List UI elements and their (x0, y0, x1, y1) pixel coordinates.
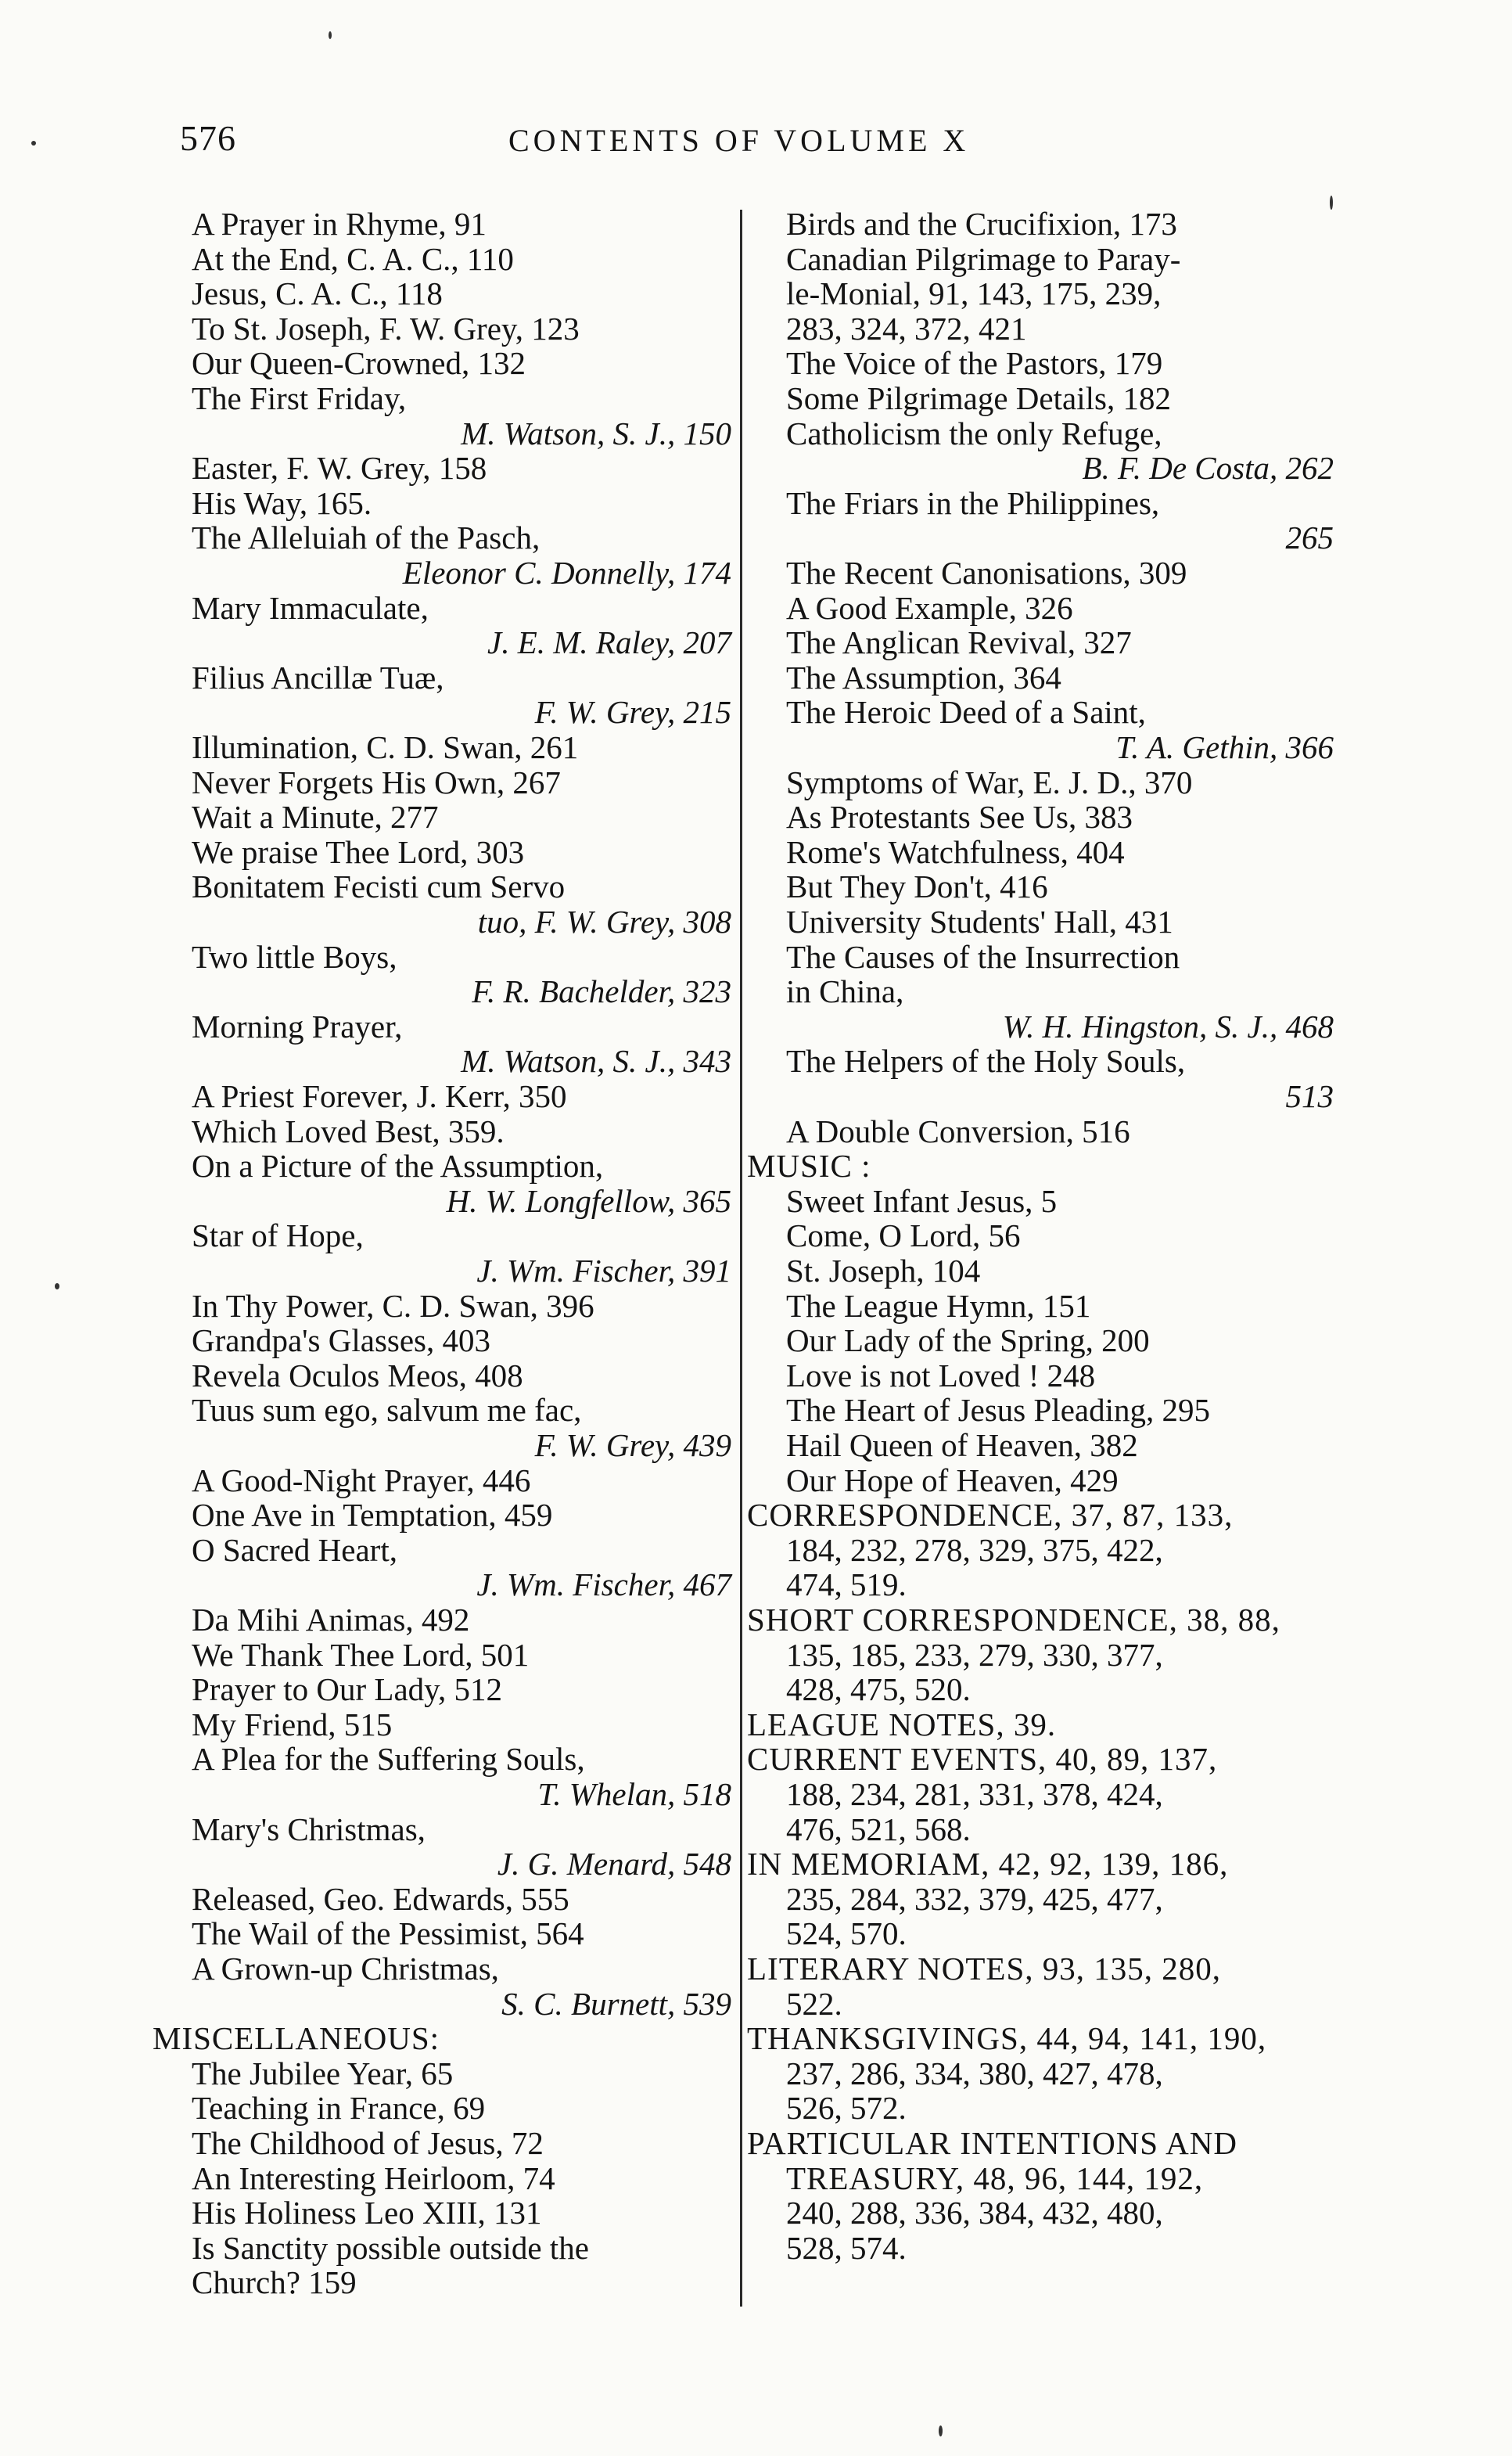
index-entry-text: T. A. Gethin, 366 (1115, 729, 1334, 765)
index-entry-text: LEAGUE NOTES, 39. (747, 1706, 1057, 1742)
index-entry (153, 2021, 739, 2056)
index-entry (153, 1742, 739, 1777)
index-entry (153, 1009, 739, 1045)
contents-left-column (153, 207, 739, 2335)
index-entry (747, 1707, 1341, 1742)
index-entry (747, 556, 1341, 591)
index-entry-text: Prayer to Our Lady, 512 (192, 1671, 502, 1708)
index-entry (747, 2161, 1341, 2196)
index-entry (153, 1916, 739, 1951)
index-entry-text: Teaching in France, 69 (192, 2090, 486, 2127)
index-entry-text: We praise Thee Lord, 303 (192, 833, 525, 870)
index-entry-text: The League Hymn, 151 (786, 1287, 1091, 1324)
index-entry-text: Morning Prayer, (192, 1008, 403, 1045)
index-entry (747, 1533, 1341, 1568)
index-entry (153, 660, 739, 696)
index-entry-text: Mary Immaculate, (192, 589, 429, 626)
index-entry-text: 283, 324, 372, 421 (786, 310, 1027, 347)
index-entry-text: Grandpa's Glasses, 403 (192, 1322, 491, 1359)
index-entry-text: In Thy Power, C. D. Swan, 396 (192, 1287, 594, 1324)
index-entry (747, 1009, 1341, 1045)
index-entry-text: Eleonor C. Donnelly, 174 (402, 555, 731, 591)
index-entry-text: CURRENT EVENTS, 40, 89, 137, (747, 1741, 1218, 1778)
index-entry-text: A Priest Forever, J. Kerr, 350 (192, 1078, 567, 1114)
index-entry-text: 188, 234, 281, 331, 378, 424, (786, 1776, 1163, 1812)
index-entry-text: A Good-Night Prayer, 446 (192, 1462, 531, 1498)
index-entry-text: The Jubilee Year, 65 (192, 2055, 454, 2091)
index-entry-text: My Friend, 515 (192, 1706, 393, 1742)
index-entry-text: Rome's Watchfulness, 404 (786, 833, 1125, 870)
index-entry-text: T. Whelan, 518 (537, 1776, 731, 1812)
index-entry-text: 135, 185, 233, 279, 330, 377, (786, 1636, 1163, 1673)
index-entry (153, 1951, 739, 1987)
index-entry-text: Love is not Loved ! 248 (786, 1357, 1096, 1393)
index-entry (153, 591, 739, 626)
index-entry (747, 2126, 1341, 2161)
index-entry-text: tuo, F. W. Grey, 308 (477, 904, 731, 940)
index-entry (747, 1358, 1341, 1393)
index-entry (747, 625, 1341, 660)
index-entry (153, 1533, 739, 1568)
index-entry (153, 346, 739, 381)
index-entry (747, 1323, 1341, 1358)
index-entry (153, 730, 739, 765)
index-entry-text: M. Watson, S. J., 343 (461, 1043, 731, 1080)
index-entry (153, 1079, 739, 1114)
index-entry (153, 276, 739, 311)
index-entry (747, 660, 1341, 696)
index-entry (153, 242, 739, 277)
index-entry-text: Symptoms of War, E. J. D., 370 (786, 764, 1193, 800)
index-entry-text: Is Sanctity possible outside the (192, 2229, 589, 2266)
index-entry-text: 476, 521, 568. (786, 1811, 971, 1847)
index-entry (153, 800, 739, 835)
index-entry (153, 1184, 739, 1219)
index-entry-text: The Voice of the Pastors, 179 (786, 345, 1163, 382)
index-entry (153, 625, 739, 660)
index-entry-text: LITERARY NOTES, 93, 135, 280, (747, 1951, 1222, 1987)
index-entry-text: Our Lady of the Spring, 200 (786, 1322, 1150, 1359)
index-entry-text: Hail Queen of Heaven, 382 (786, 1427, 1138, 1463)
index-entry-text: le-Monial, 91, 143, 175, 239, (786, 275, 1162, 312)
index-entry-text: Birds and the Crucifixion, 173 (786, 206, 1177, 242)
index-entry-text: S. C. Burnett, 539 (501, 1985, 731, 2022)
index-entry (747, 1742, 1341, 1777)
index-entry (747, 1846, 1341, 1882)
index-entry (153, 416, 739, 451)
index-entry-text: 513 (1285, 1078, 1334, 1114)
index-entry-text: Our Queen-Crowned, 132 (192, 345, 526, 382)
index-entry-text: Bonitatem Fecisti cum Servo (192, 868, 566, 905)
contents-right-column (747, 207, 1341, 2335)
index-entry (153, 1428, 739, 1463)
index-entry (747, 1218, 1341, 1253)
index-entry (747, 1777, 1341, 1812)
index-entry-text: Canadian Pilgrimage to Paray- (786, 240, 1181, 277)
index-entry (747, 242, 1341, 277)
index-entry (747, 1428, 1341, 1463)
index-entry (747, 1812, 1341, 1847)
index-entry-text: Revela Oculos Meos, 408 (192, 1357, 523, 1393)
index-entry (153, 1498, 739, 1533)
index-entry-text: The Friars in the Philippines, (786, 484, 1160, 521)
scan-speck (55, 1283, 59, 1289)
index-entry (747, 1253, 1341, 1289)
index-entry-text: Never Forgets His Own, 267 (192, 764, 561, 800)
index-entry (747, 869, 1341, 904)
index-entry (747, 904, 1341, 940)
scan-speck (939, 2425, 943, 2436)
index-entry-text: The Heroic Deed of a Saint, (786, 694, 1146, 731)
index-entry (747, 1638, 1341, 1673)
index-entry-text: M. Watson, S. J., 150 (461, 415, 731, 451)
index-entry (153, 904, 739, 940)
index-entry-text: F. R. Bachelder, 323 (472, 973, 731, 1010)
index-entry-text: Which Loved Best, 359. (192, 1113, 505, 1149)
index-entry (747, 346, 1341, 381)
index-entry-text: F. W. Grey, 439 (534, 1427, 731, 1463)
index-entry-text: Tuus sum ego, salvum me fac, (192, 1392, 582, 1429)
index-entry-text: The Causes of the Insurrection (786, 938, 1180, 975)
index-entry (153, 1672, 739, 1707)
scan-speck (31, 141, 36, 146)
index-entry-text: THANKSGIVINGS, 44, 94, 141, 190, (747, 2020, 1267, 2057)
index-entry-text: J. G. Menard, 548 (497, 1846, 731, 1882)
index-entry (747, 800, 1341, 835)
index-entry (153, 1882, 739, 1917)
index-entry-text: O Sacred Heart, (192, 1531, 397, 1568)
index-entry-text: St. Joseph, 104 (786, 1253, 981, 1289)
index-entry-text: A Grown-up Christmas, (192, 1951, 499, 1987)
index-entry-text: J. Wm. Fischer, 467 (476, 1566, 731, 1603)
index-entry-text: CORRESPONDENCE, 37, 87, 133, (747, 1497, 1234, 1534)
index-entry (153, 486, 739, 521)
index-entry-text: At the End, C. A. C., 110 (192, 240, 514, 277)
index-entry (747, 1916, 1341, 1951)
index-entry (747, 381, 1341, 416)
index-entry-text: 184, 232, 278, 329, 375, 422, (786, 1531, 1163, 1568)
index-entry-text: The Childhood of Jesus, 72 (192, 2125, 544, 2161)
index-entry-text: TREASURY, 48, 96, 144, 192, (786, 2159, 1204, 2196)
index-entry-text: 524, 570. (786, 1915, 907, 1952)
index-entry-text: Da Mihi Animas, 492 (192, 1602, 470, 1638)
index-entry-text: The First Friday, (192, 380, 407, 416)
index-entry-text: The Alleluiah of the Pasch, (192, 520, 541, 556)
index-entry-text: The Assumption, 364 (786, 659, 1061, 696)
index-entry (153, 1358, 739, 1393)
index-entry (153, 695, 739, 730)
index-entry (747, 1567, 1341, 1602)
index-entry-text: To St. Joseph, F. W. Grey, 123 (192, 310, 580, 347)
page-number: 576 (180, 118, 236, 158)
index-entry (747, 1498, 1341, 1533)
index-entry-text: But They Don't, 416 (786, 868, 1048, 905)
index-entry (153, 1044, 739, 1079)
index-entry (747, 1672, 1341, 1707)
scan-speck (329, 31, 332, 39)
index-entry-text: Some Pilgrimage Details, 182 (786, 380, 1171, 416)
index-entry (747, 1602, 1341, 1638)
index-entry (747, 2231, 1341, 2266)
index-entry (747, 276, 1341, 311)
index-entry-text: His Way, 165. (192, 484, 372, 521)
index-entry-text: A Good Example, 326 (786, 589, 1073, 626)
index-entry-text: The Wail of the Pessimist, 564 (192, 1915, 584, 1952)
index-entry (153, 207, 739, 242)
index-entry (747, 1114, 1341, 1149)
index-entry (153, 835, 739, 870)
index-entry-text: Jesus, C. A. C., 118 (192, 275, 443, 312)
index-entry (747, 207, 1341, 242)
index-entry-text: Two little Boys, (192, 938, 397, 975)
index-entry-text: Our Hope of Heaven, 429 (786, 1462, 1119, 1498)
index-entry-text: 265 (1285, 520, 1334, 556)
index-entry (747, 1882, 1341, 1917)
index-entry-text: in China, (786, 973, 904, 1010)
index-entry-text: Easter, F. W. Grey, 158 (192, 450, 487, 487)
index-entry (747, 1184, 1341, 1219)
index-entry (153, 765, 739, 800)
index-entry-text: 428, 475, 520. (786, 1671, 971, 1708)
index-entry (747, 974, 1341, 1009)
index-entry (153, 311, 739, 347)
index-entry-text: The Recent Canonisations, 309 (786, 555, 1187, 591)
index-entry-text: PARTICULAR INTENTIONS AND (747, 2125, 1237, 2161)
index-entry (153, 1812, 739, 1847)
index-entry (153, 1463, 739, 1498)
index-entry (747, 416, 1341, 451)
index-entry (747, 1393, 1341, 1428)
index-entry-text: 237, 286, 334, 380, 427, 478, (786, 2055, 1163, 2091)
index-entry-text: Catholicism the only Refuge, (786, 415, 1162, 451)
index-entry (747, 2056, 1341, 2091)
index-entry-text: Filius Ancillæ Tuæ, (192, 659, 444, 696)
index-entry-text: On a Picture of the Assumption, (192, 1148, 604, 1185)
index-entry-text: 474, 519. (786, 1566, 907, 1603)
index-entry-text: Sweet Infant Jesus, 5 (786, 1182, 1058, 1219)
index-entry-text: J. E. M. Raley, 207 (487, 624, 731, 661)
index-entry (747, 1951, 1341, 1987)
index-entry-text: Wait a Minute, 277 (192, 799, 439, 836)
index-entry (153, 2161, 739, 2196)
index-entry-text: Church? 159 (192, 2264, 357, 2301)
index-entry (747, 520, 1341, 556)
index-entry-text: F. W. Grey, 215 (534, 694, 731, 731)
index-entry (747, 2091, 1341, 2126)
index-entry (153, 1323, 739, 1358)
index-entry (153, 869, 739, 904)
index-entry (153, 1638, 739, 1673)
index-entry-text: We Thank Thee Lord, 501 (192, 1636, 530, 1673)
index-entry-text: The Heart of Jesus Pleading, 295 (786, 1392, 1210, 1429)
index-entry (153, 2195, 739, 2231)
index-entry-text: MUSIC : (747, 1148, 871, 1185)
index-entry (747, 1079, 1341, 1114)
index-entry-text: 240, 288, 336, 384, 432, 480, (786, 2195, 1163, 2231)
index-entry (153, 1602, 739, 1638)
index-entry-text: IN MEMORIAM, 42, 92, 139, 186, (747, 1846, 1229, 1882)
index-entry (747, 1044, 1341, 1079)
index-entry (747, 311, 1341, 347)
index-entry (153, 2126, 739, 2161)
index-entry (153, 1289, 739, 1324)
index-entry-text: 522. (786, 1985, 842, 2022)
index-entry-text: A Prayer in Rhyme, 91 (192, 206, 487, 242)
index-entry (153, 2231, 739, 2266)
index-entry (153, 1707, 739, 1742)
index-entry-text: A Double Conversion, 516 (786, 1113, 1130, 1149)
index-entry-text: University Students' Hall, 431 (786, 904, 1173, 940)
index-entry-text: As Protestants See Us, 383 (786, 799, 1133, 836)
index-entry (747, 451, 1341, 486)
index-entry-text: Come, O Lord, 56 (786, 1217, 1021, 1254)
index-entry (153, 1393, 739, 1428)
index-entry (153, 1149, 739, 1184)
scan-speck (1330, 196, 1333, 210)
index-entry (747, 695, 1341, 730)
index-entry (153, 556, 739, 591)
index-entry (153, 1777, 739, 1812)
index-entry-text: MISCELLANEOUS: (153, 2020, 440, 2057)
index-entry (153, 1846, 739, 1882)
index-entry (153, 520, 739, 556)
index-entry (153, 1987, 739, 2022)
page-header (180, 117, 1322, 172)
index-entry (153, 2056, 739, 2091)
index-entry (747, 730, 1341, 765)
index-entry (153, 1253, 739, 1289)
index-entry (747, 1149, 1341, 1184)
index-entry (747, 765, 1341, 800)
column-divider (740, 210, 742, 2307)
index-entry (747, 1463, 1341, 1498)
index-entry (153, 381, 739, 416)
index-entry (747, 486, 1341, 521)
index-entry-text: Illumination, C. D. Swan, 261 (192, 729, 579, 765)
index-entry (747, 2195, 1341, 2231)
index-entry (747, 1289, 1341, 1324)
index-entry (153, 2091, 739, 2126)
index-entry (747, 835, 1341, 870)
index-entry-text: J. Wm. Fischer, 391 (476, 1253, 731, 1289)
index-entry-text: The Helpers of the Holy Souls, (786, 1043, 1186, 1080)
index-entry (153, 2265, 739, 2300)
index-entry-text: H. W. Longfellow, 365 (446, 1182, 731, 1219)
index-entry-text: One Ave in Temptation, 459 (192, 1497, 553, 1534)
index-entry (747, 591, 1341, 626)
index-entry-text: 526, 572. (786, 2090, 907, 2127)
index-entry-text: His Holiness Leo XIII, 131 (192, 2195, 542, 2231)
running-head: CONTENTS OF VOLUME X (508, 123, 970, 158)
index-entry-text: SHORT CORRESPONDENCE, 38, 88, (747, 1602, 1280, 1638)
index-entry-text: Released, Geo. Edwards, 555 (192, 1880, 569, 1917)
index-entry-text: A Plea for the Suffering Souls, (192, 1741, 585, 1778)
index-entry-text: Star of Hope, (192, 1217, 364, 1254)
index-entry (153, 1567, 739, 1602)
index-entry (153, 1114, 739, 1149)
index-entry (747, 1987, 1341, 2022)
index-entry-text: 528, 574. (786, 2229, 907, 2266)
index-entry-text: B. F. De Costa, 262 (1082, 450, 1334, 487)
index-entry (153, 451, 739, 486)
index-entry (153, 974, 739, 1009)
index-entry (153, 940, 739, 975)
index-entry-text: W. H. Hingston, S. J., 468 (1002, 1008, 1334, 1045)
index-entry (747, 940, 1341, 975)
index-entry-text: Mary's Christmas, (192, 1811, 426, 1847)
index-entry (747, 2021, 1341, 2056)
index-entry-text: An Interesting Heirloom, 74 (192, 2159, 555, 2196)
index-entry-text: The Anglican Revival, 327 (786, 624, 1132, 661)
index-entry (153, 1218, 739, 1253)
index-entry-text: 235, 284, 332, 379, 425, 477, (786, 1880, 1163, 1917)
